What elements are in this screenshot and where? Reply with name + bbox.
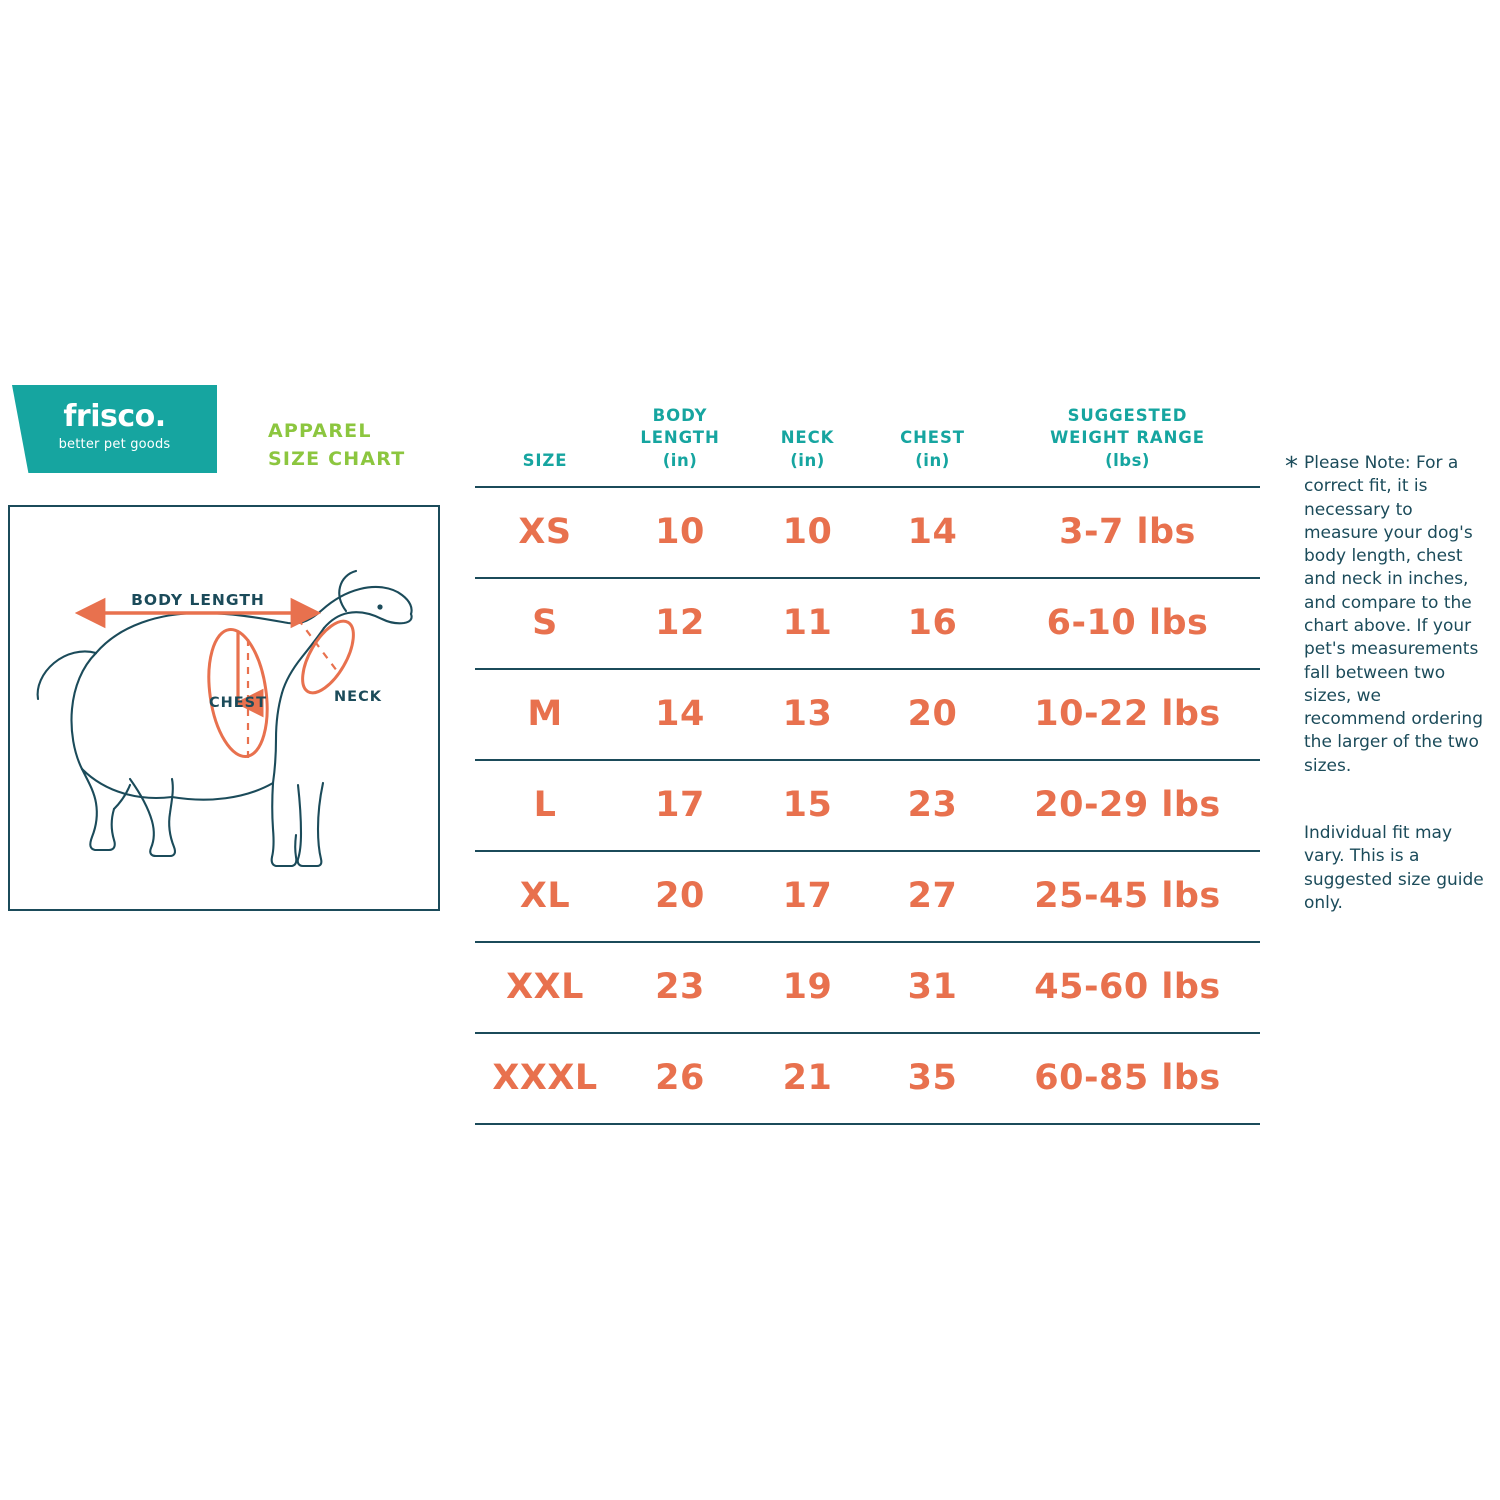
column-unit-body-length: (in) xyxy=(662,450,698,470)
column-header-body-length: BODY LENGTH (in) xyxy=(615,405,745,487)
column-header-weight-range: SUGGESTED WEIGHT RANGE (lbs) xyxy=(995,405,1260,487)
cell-weight: 60-85 lbs xyxy=(995,1033,1260,1124)
page-title xyxy=(268,418,468,473)
table-row xyxy=(475,760,1260,851)
column-header-size: SIZE xyxy=(522,450,568,470)
column-unit-neck: (in) xyxy=(790,450,825,470)
note-secondary-text: Individual fit may vary. This is a suggested size guide only. xyxy=(1304,822,1484,913)
column-unit-chest: (in) xyxy=(915,450,950,470)
cell-chest: 14 xyxy=(870,487,995,578)
cell-size: XXXL xyxy=(475,1033,615,1124)
note-asterisk: * xyxy=(1285,452,1298,482)
dog-outline xyxy=(38,571,412,866)
cell-weight: 25-45 lbs xyxy=(995,851,1260,942)
cell-body-length: 26 xyxy=(615,1033,745,1124)
cell-chest: 23 xyxy=(870,760,995,851)
cell-size: XXL xyxy=(475,942,615,1033)
brand-wordmark: frisco. xyxy=(63,399,166,434)
page-title-line2: SIZE CHART xyxy=(268,447,406,470)
cell-neck: 15 xyxy=(745,760,870,851)
table-row xyxy=(475,851,1260,942)
neck-label: NECK xyxy=(334,689,382,705)
cell-size: L xyxy=(475,760,615,851)
table-row xyxy=(475,487,1260,578)
cell-neck: 10 xyxy=(745,487,870,578)
cell-chest: 27 xyxy=(870,851,995,942)
cell-weight: 3-7 lbs xyxy=(995,487,1260,578)
cell-weight: 20-29 lbs xyxy=(995,760,1260,851)
cell-weight: 10-22 lbs xyxy=(995,669,1260,760)
cell-body-length: 10 xyxy=(615,487,745,578)
note-block xyxy=(1285,452,1485,915)
table-row xyxy=(475,669,1260,760)
size-chart-table-wrapper xyxy=(475,405,1260,1125)
cell-body-length: 23 xyxy=(615,942,745,1033)
table-row xyxy=(475,942,1260,1033)
body-length-label: BODY LENGTH xyxy=(131,591,265,609)
brand-logo xyxy=(12,385,217,473)
cell-chest: 16 xyxy=(870,578,995,669)
cell-chest: 35 xyxy=(870,1033,995,1124)
table-header-row xyxy=(475,405,1260,487)
note-main-text: Please Note: For a correct fit, it is necessary to measure your dog's body length, chest and neck in inches, and compare to the chart above. If your pet's measurements fall between two sizes, we recommend ordering the larger of the two sizes. xyxy=(1304,453,1483,776)
table-header xyxy=(475,405,1260,487)
cell-neck: 11 xyxy=(745,578,870,669)
cell-body-length: 12 xyxy=(615,578,745,669)
cell-body-length: 20 xyxy=(615,851,745,942)
cell-body-length: 14 xyxy=(615,669,745,760)
cell-chest: 31 xyxy=(870,942,995,1033)
cell-neck: 21 xyxy=(745,1033,870,1124)
size-chart-table xyxy=(475,405,1260,1125)
cell-neck: 17 xyxy=(745,851,870,942)
column-header-neck: NECK (in) xyxy=(745,405,870,487)
column-unit-weight: (lbs) xyxy=(1105,450,1150,470)
chest-label: CHEST xyxy=(208,695,268,711)
table-body xyxy=(475,487,1260,1124)
cell-chest: 20 xyxy=(870,669,995,760)
cell-size: M xyxy=(475,669,615,760)
cell-size: XL xyxy=(475,851,615,942)
cell-size: XS xyxy=(475,487,615,578)
cell-neck: 13 xyxy=(745,669,870,760)
cell-body-length: 17 xyxy=(615,760,745,851)
table-row xyxy=(475,578,1260,669)
dog-measurement-diagram xyxy=(8,505,440,911)
cell-weight: 45-60 lbs xyxy=(995,942,1260,1033)
cell-weight: 6-10 lbs xyxy=(995,578,1260,669)
column-header-chest: CHEST (in) xyxy=(870,405,995,487)
page-title-line1: APPAREL xyxy=(268,420,372,442)
table-row xyxy=(475,1033,1260,1124)
cell-neck: 19 xyxy=(745,942,870,1033)
brand-tagline: better pet goods xyxy=(58,437,171,452)
cell-size: S xyxy=(475,578,615,669)
